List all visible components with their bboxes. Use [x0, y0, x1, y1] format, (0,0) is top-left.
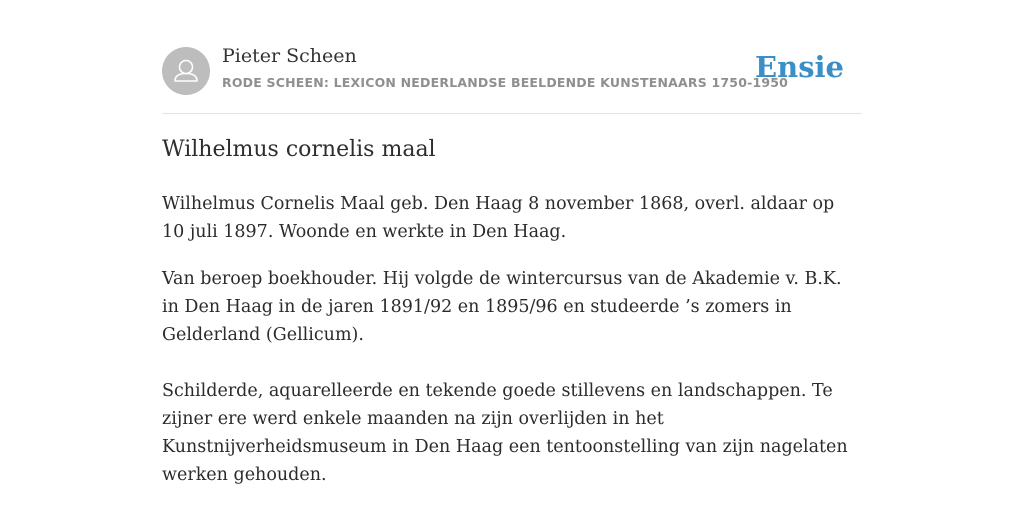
article-card	[162, 0, 862, 485]
article-header	[162, 0, 862, 114]
article-paragraph: Van beroep boekhouder. Hij volgde de wintercursus van de Akademie v. B.K. in Den Haag in de jaren 1891/92 en 1895/96 en studeerde ’s zomers in Gelderland (Gellicum).	[162, 269, 842, 345]
user-silhouette-icon	[162, 47, 210, 95]
article-title: Wilhelmus cornelis maal	[162, 137, 436, 162]
article-paragraph: Wilhelmus Cornelis Maal geb. Den Haag 8 november 1868, overl. aldaar op 10 juli 1897. Woonde en werkte in Den Haag.	[162, 194, 835, 242]
source-lexicon-link[interactable]: RODE SCHEEN: LEXICON NEDERLANDSE BEELDENDE KUNSTENAARS 1750-1950	[222, 75, 789, 90]
author-name-link[interactable]: Pieter Scheen	[222, 45, 357, 67]
author-avatar[interactable]	[162, 47, 210, 95]
brand-logo[interactable]: Ensie	[755, 50, 844, 84]
article-paragraph: Schilderde, aquarelleerde en tekende goede stillevens en landschappen. Te zijner ere werd enkele maanden na zijn overlijden in het Kunstnijverheidsmuseum in Den Haag een tentoonstelling van zijn nagelaten werken gehouden.	[162, 381, 848, 485]
